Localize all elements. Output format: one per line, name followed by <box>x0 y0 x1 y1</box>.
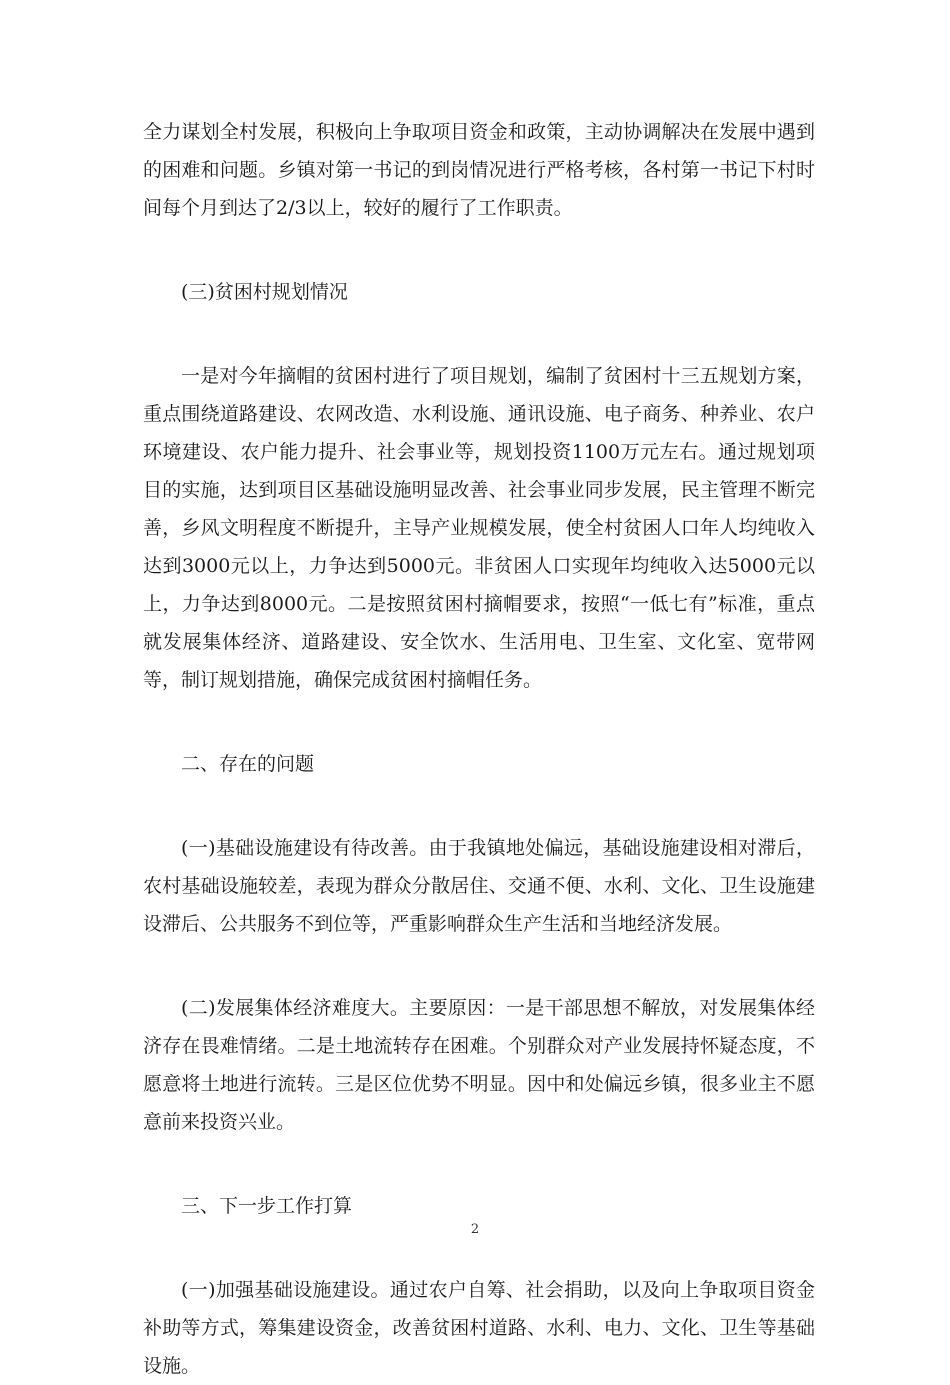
page-number: 2 <box>470 1222 480 1237</box>
section-heading-existing-problems: 二、存在的问题 <box>181 753 315 775</box>
paragraph-infrastructure-plan: (一)加强基础设施建设。通过农户自筹、社会捐助，以及向上争取项目资金补助等方式，筹集建设资金，改善贫困村道路、水利、电力、文化、卫生等基础设施。 <box>143 1279 815 1377</box>
paragraph-gap <box>143 1141 815 1187</box>
paragraph-planning-details: 一是对今年摘帽的贫困村进行了项目规划，编制了贫困村十三五规划方案，重点围绕道路建设、农网改造、水利设施、通讯设施、电子商务、种养业、农户环境建设、农户能力提升、社会事业等，规划投资1100万元左右。通过规划项目的实施，达到项目区基础设施明显改善、社会事业同步发展，民主管理不断完善，乡风文明程度不断提升，主导产业规模发展，使全村贫困人口年人均纯收入达到3000元以上，力争达到5000元。非贫困人口实现年均纯收入达5000元以上，力争达到8000元。二是按照贫困村摘帽要求，按照“一低七有”标准，重点就发展集体经济、道路建设、安全饮水、生活用电、卫生室、文化室、宽带网等，制订规划措施，确保完成贫困村摘帽任务。 <box>143 365 815 691</box>
paragraph-collective-economy-problem: (二)发展集体经济难度大。主要原因：一是干部思想不解放，对发展集体经济存在畏难情绪。二是土地流转存在困难。个别群众对产业发展持怀疑态度，不愿意将土地进行流转。三是区位优势不明显。因中和处偏远乡镇，很多业主不愿意前来投资兴业。 <box>143 997 815 1133</box>
paragraph-gap <box>143 943 815 989</box>
section-heading-poverty-village-planning: (三)贫困村规划情况 <box>181 281 348 303</box>
paragraph-gap <box>143 227 815 273</box>
document-body <box>143 113 815 1385</box>
paragraph-continuation: 全力谋划全村发展，积极向上争取项目资金和政策，主动协调解决在发展中遇到的困难和问题。乡镇对第一书记的到岗情况进行严格考核，各村第一书记下村时间每个月到达了2/3以上，较好的履行了工作职责。 <box>143 121 815 219</box>
paragraph-gap <box>143 783 815 829</box>
paragraph-infrastructure-problem: (一)基础设施建设有待改善。由于我镇地处偏远，基础设施建设相对滞后，农村基础设施较差，表现为群众分散居住、交通不便、水利、文化、卫生设施建设滞后、公共服务不到位等，严重影响群众生产生活和当地经济发展。 <box>143 837 815 935</box>
section-heading-next-steps: 三、下一步工作打算 <box>181 1195 353 1217</box>
paragraph-gap <box>143 311 815 357</box>
paragraph-gap <box>143 699 815 745</box>
